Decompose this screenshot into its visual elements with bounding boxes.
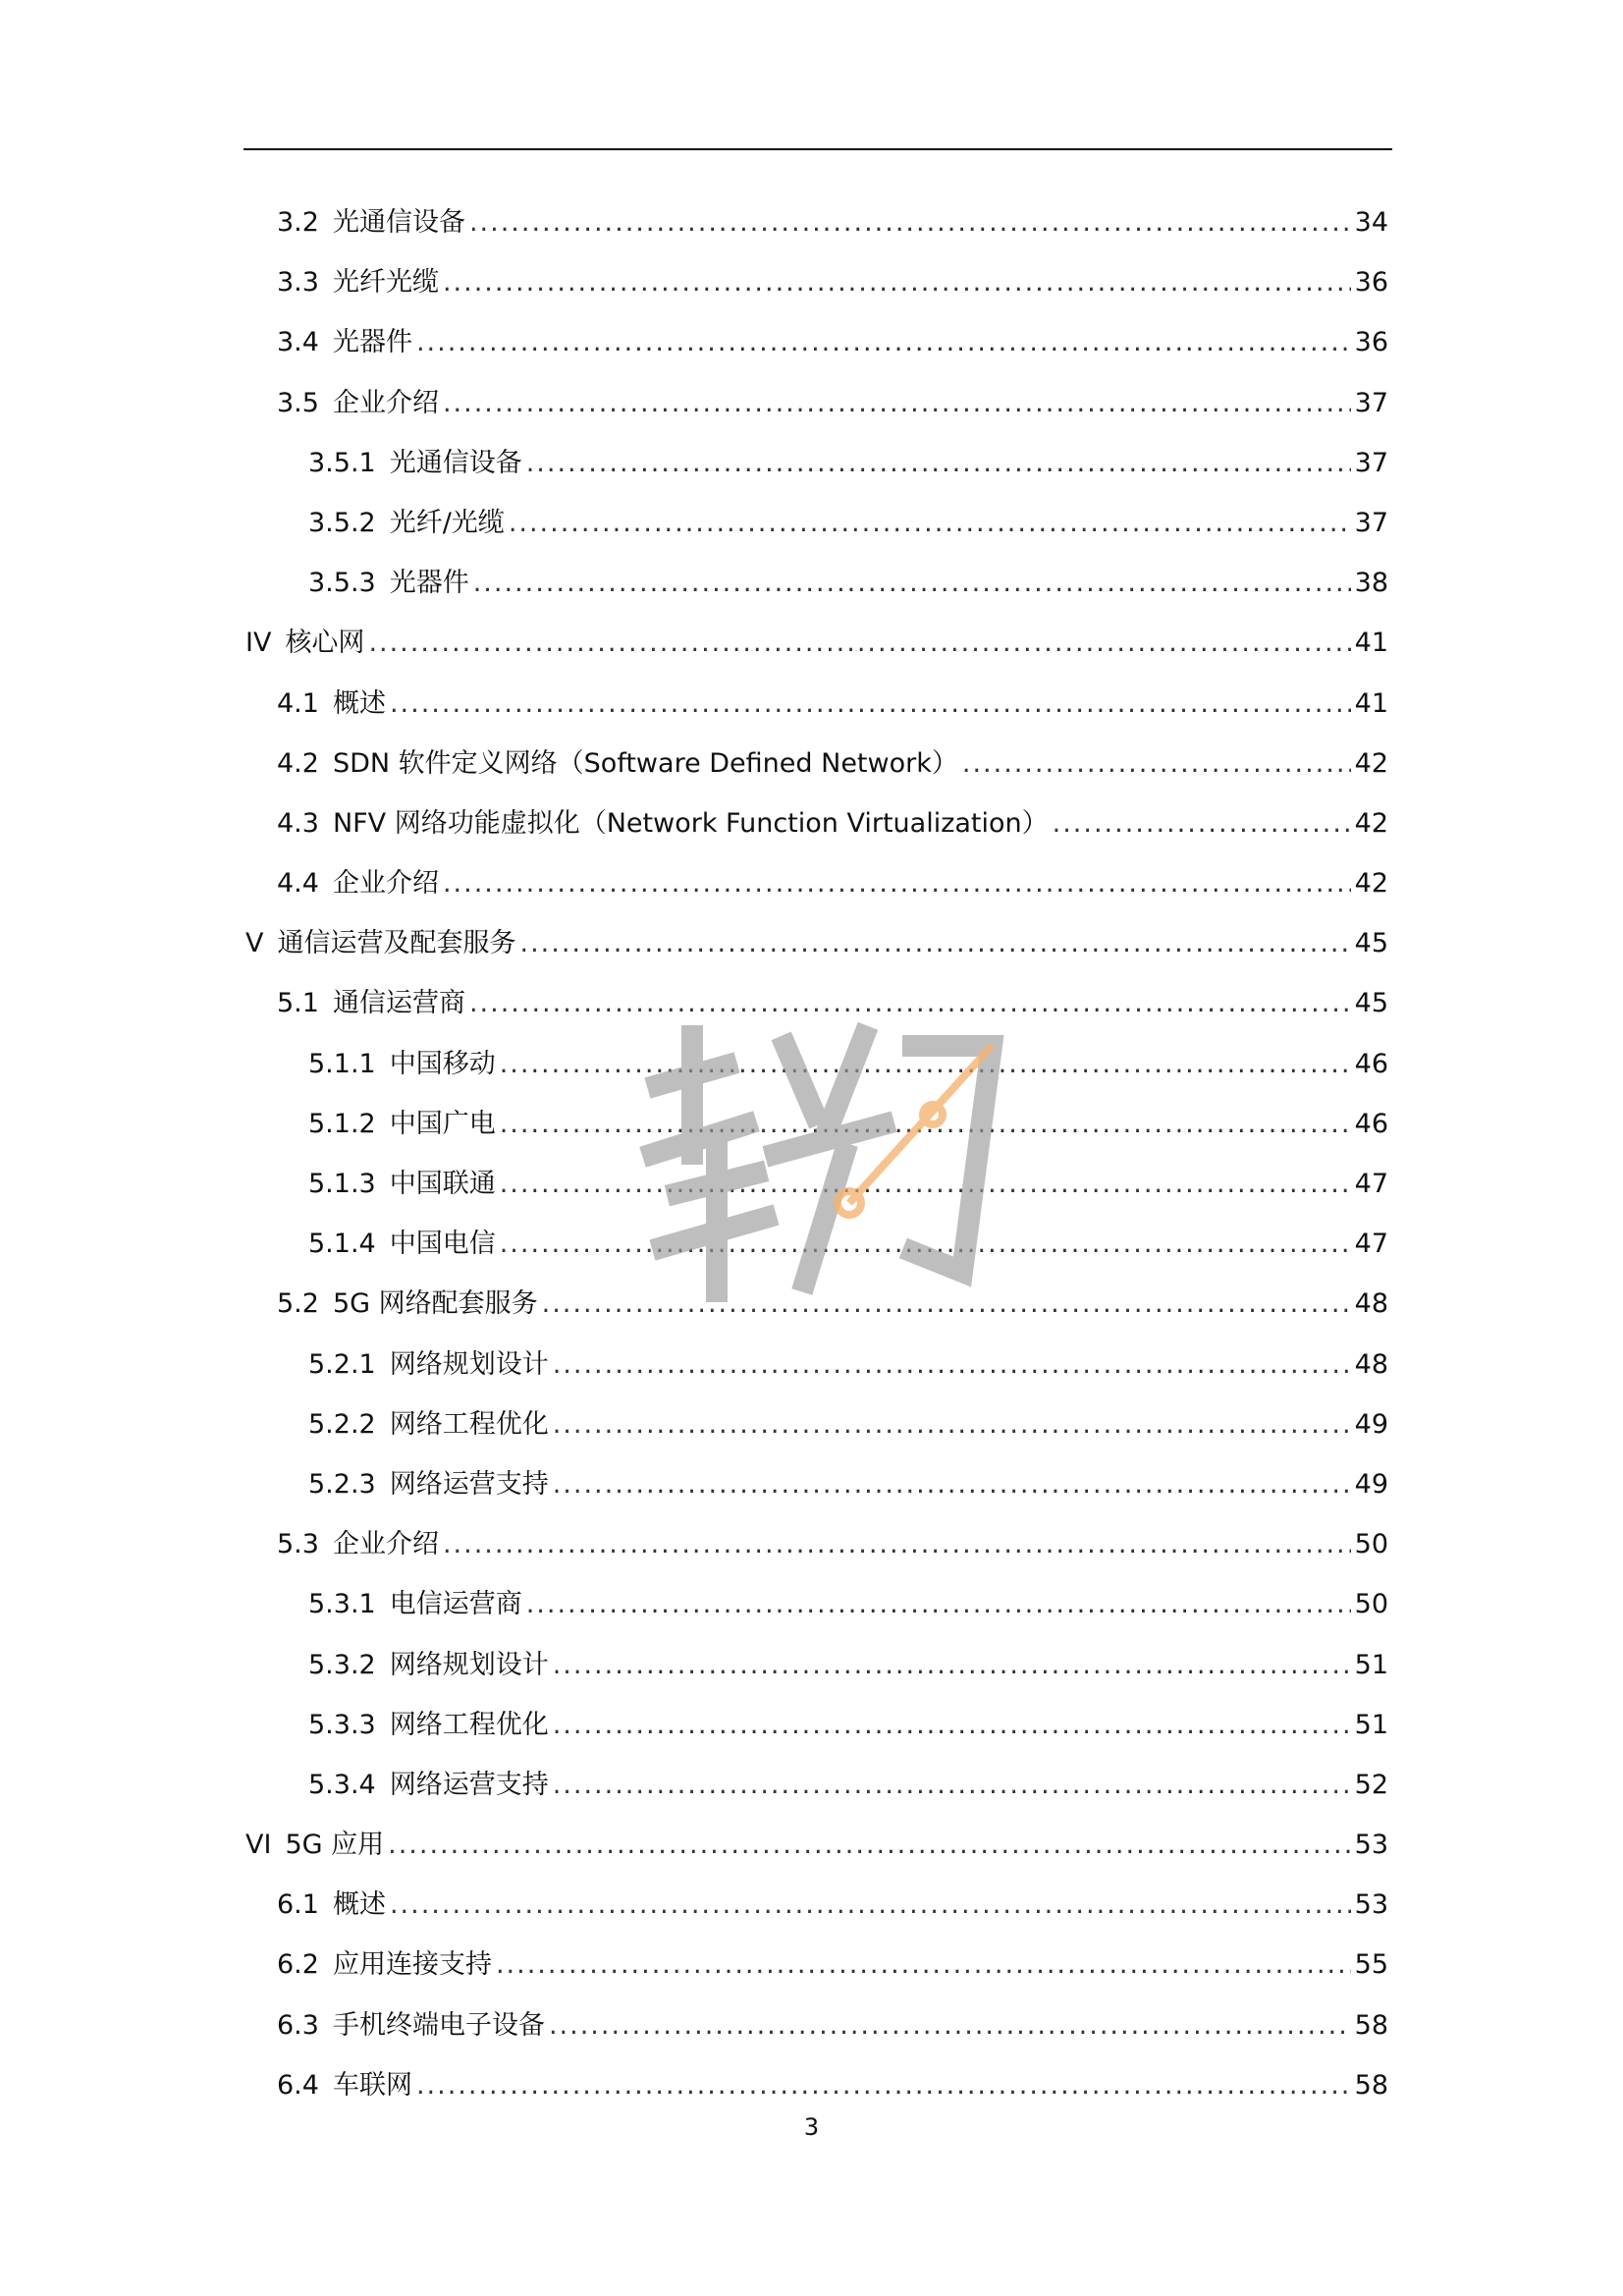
toc-entry-number: 4.2 xyxy=(277,747,319,779)
toc-dot-leader xyxy=(469,973,1351,1033)
toc-entry-number: 3.5.3 xyxy=(308,568,376,599)
toc-dot-leader xyxy=(549,1995,1351,2055)
toc-entry-page: 51 xyxy=(1354,1649,1388,1680)
toc-entry-number: 6.3 xyxy=(277,2009,319,2041)
toc-entry[interactable] xyxy=(243,1995,1388,2055)
toc-entry[interactable] xyxy=(243,373,1388,433)
toc-entry[interactable] xyxy=(243,734,1388,793)
toc-entry-number: 3.2 xyxy=(277,207,319,238)
toc-entry-page: 42 xyxy=(1354,868,1388,900)
toc-entry-title: 光器件 xyxy=(332,327,412,358)
toc-entry-page: 55 xyxy=(1354,1949,1388,1981)
toc-entry-number: 4.4 xyxy=(277,868,319,900)
toc-dot-leader xyxy=(390,1875,1351,1935)
toc-entry-number: 5.1.1 xyxy=(308,1048,376,1079)
toc-entry-number: VI xyxy=(245,1830,272,1861)
toc-entry-number: 5.3.2 xyxy=(308,1649,376,1680)
toc-entry-title: 概述 xyxy=(332,687,386,719)
toc-entry[interactable] xyxy=(243,1034,1388,1094)
toc-entry[interactable] xyxy=(243,252,1388,312)
toc-dot-leader xyxy=(443,252,1351,312)
toc-entry[interactable] xyxy=(243,1154,1388,1214)
toc-entry[interactable] xyxy=(243,1394,1388,1454)
toc-entry-number: 5.1.3 xyxy=(308,1169,376,1199)
toc-entry[interactable] xyxy=(243,493,1388,553)
toc-entry-title: 光通信设备 xyxy=(389,447,522,478)
toc-entry[interactable] xyxy=(243,793,1388,853)
toc-dot-leader xyxy=(500,1034,1351,1094)
toc-entry[interactable] xyxy=(243,1755,1388,1815)
toc-dot-leader xyxy=(526,433,1351,493)
toc-entry-title: 网络规划设计 xyxy=(389,1348,549,1380)
toc-entry-title: 企业介绍 xyxy=(332,387,439,418)
toc-entry[interactable] xyxy=(243,613,1388,673)
toc-entry-page: 37 xyxy=(1354,387,1388,418)
toc-entry-page: 42 xyxy=(1354,747,1388,779)
toc-entry-title: 光纤/光缆 xyxy=(389,507,505,538)
toc-entry-title: 核心网 xyxy=(285,628,365,659)
toc-dot-leader xyxy=(443,1514,1351,1574)
toc-dot-leader xyxy=(519,913,1350,973)
toc-dot-leader xyxy=(469,192,1351,252)
toc-entry-title: 通信运营及配套服务 xyxy=(277,928,516,959)
toc-entry[interactable] xyxy=(243,1454,1388,1514)
toc-entry-title: 企业介绍 xyxy=(332,868,439,900)
toc-dot-leader xyxy=(416,312,1351,372)
toc-entry-page: 51 xyxy=(1354,1709,1388,1740)
toc-entry-title: 网络工程优化 xyxy=(389,1709,549,1740)
toc-entry-number: 5.3.3 xyxy=(308,1709,376,1740)
toc-entry-title: 概述 xyxy=(332,1889,386,1921)
toc-entry-page: 34 xyxy=(1354,207,1388,238)
toc-entry-number: 3.5.2 xyxy=(308,507,376,538)
toc-entry-title: 5G 网络配套服务 xyxy=(332,1288,538,1320)
toc-entry-page: 53 xyxy=(1354,1889,1388,1921)
toc-entry-number: 3.5.1 xyxy=(308,447,376,478)
toc-entry-title: 通信运营商 xyxy=(332,988,465,1019)
toc-entry-page: 49 xyxy=(1354,1408,1388,1440)
toc-entry-number: 4.1 xyxy=(277,687,319,719)
toc-entry-title: 光器件 xyxy=(389,568,469,599)
toc-entry-page: 53 xyxy=(1354,1830,1388,1861)
toc-entry-title: 中国移动 xyxy=(389,1048,496,1079)
toc-dot-leader xyxy=(962,734,1351,793)
toc-entry-page: 37 xyxy=(1354,507,1388,538)
toc-entry-title: 网络工程优化 xyxy=(389,1408,549,1440)
toc-entry-title: 中国电信 xyxy=(389,1229,496,1260)
toc-dot-leader xyxy=(500,1094,1351,1154)
toc-dot-leader xyxy=(496,1935,1351,1995)
toc-entry[interactable] xyxy=(243,1815,1388,1875)
toc-entry[interactable] xyxy=(243,973,1388,1033)
toc-entry[interactable] xyxy=(243,433,1388,493)
toc-entry-title: 中国广电 xyxy=(389,1108,496,1139)
toc-entry-number: 4.3 xyxy=(277,807,319,839)
toc-entry-page: 50 xyxy=(1354,1529,1388,1560)
toc-entry[interactable] xyxy=(243,1514,1388,1574)
toc-entry-title: SDN 软件定义网络（Software Defined Network） xyxy=(332,747,958,779)
toc-entry-title: 网络运营支持 xyxy=(389,1769,549,1800)
toc-entry-page: 49 xyxy=(1354,1468,1388,1500)
toc-entry-number: 5.1 xyxy=(277,988,319,1019)
toc-entry-title: 中国联通 xyxy=(389,1169,496,1199)
toc-entry-number: 5.2.1 xyxy=(308,1348,376,1380)
toc-entry[interactable] xyxy=(243,1574,1388,1634)
toc-entry-number: 6.4 xyxy=(277,2069,319,2101)
toc-entry-page: 50 xyxy=(1354,1589,1388,1620)
toc-entry-number: 5.2.3 xyxy=(308,1468,376,1500)
toc-entry-page: 47 xyxy=(1354,1169,1388,1199)
toc-entry[interactable] xyxy=(243,853,1388,913)
toc-entry-title: 电信运营商 xyxy=(389,1589,522,1620)
toc-dot-leader xyxy=(390,674,1351,734)
toc-entry-page: 41 xyxy=(1354,628,1388,659)
toc-entry-title: 企业介绍 xyxy=(332,1529,439,1560)
toc-entry[interactable] xyxy=(243,1335,1388,1394)
toc-entry-number: 5.1.4 xyxy=(308,1229,376,1260)
toc-entry[interactable] xyxy=(243,1274,1388,1334)
toc-entry[interactable] xyxy=(243,312,1388,372)
toc-entry-page: 41 xyxy=(1354,687,1388,719)
toc-entry[interactable] xyxy=(243,1935,1388,1995)
toc-entry-page: 47 xyxy=(1354,1229,1388,1260)
toc-dot-leader xyxy=(500,1154,1351,1214)
toc-entry[interactable] xyxy=(243,192,1388,252)
toc-entry[interactable] xyxy=(243,553,1388,613)
toc-dot-leader xyxy=(443,853,1351,913)
toc-entry-page: 48 xyxy=(1354,1348,1388,1380)
toc-entry-title: 光纤光缆 xyxy=(332,267,439,299)
toc-entry-page: 45 xyxy=(1354,988,1388,1019)
toc-entry-number: 5.3.4 xyxy=(308,1769,376,1800)
toc-dot-leader xyxy=(473,553,1351,613)
toc-entry-page: 52 xyxy=(1354,1769,1388,1800)
toc-entry-number: 3.4 xyxy=(277,327,319,358)
header-rule xyxy=(243,148,1392,150)
toc-dot-leader xyxy=(388,1815,1351,1875)
toc-dot-leader xyxy=(500,1214,1351,1274)
toc-entry-page: 46 xyxy=(1354,1108,1388,1139)
toc-entry[interactable] xyxy=(243,913,1388,973)
toc-entry-number: 5.1.2 xyxy=(308,1108,376,1139)
toc-entry-page: 48 xyxy=(1354,1288,1388,1320)
toc-entry-page: 38 xyxy=(1354,568,1388,599)
toc-dot-leader xyxy=(416,2055,1351,2115)
toc-dot-leader xyxy=(553,1635,1351,1695)
toc-entry[interactable] xyxy=(243,1635,1388,1695)
toc-entry-page: 58 xyxy=(1354,2069,1388,2101)
toc-entry-title: 手机终端电子设备 xyxy=(332,2009,545,2041)
toc-entry-title: 网络运营支持 xyxy=(389,1468,549,1500)
toc-dot-leader xyxy=(542,1274,1351,1334)
toc-dot-leader xyxy=(553,1755,1351,1815)
toc-entry-number: 3.5 xyxy=(277,387,319,418)
toc-dot-leader xyxy=(553,1394,1351,1454)
toc-entry[interactable] xyxy=(243,1214,1388,1274)
toc-entry[interactable] xyxy=(243,1094,1388,1154)
toc-entry-page: 42 xyxy=(1354,807,1388,839)
toc-dot-leader xyxy=(553,1695,1351,1755)
toc-entry-number: 5.3.1 xyxy=(308,1589,376,1620)
toc-dot-leader xyxy=(553,1454,1351,1514)
toc-entry-title: 网络规划设计 xyxy=(389,1649,549,1680)
toc-dot-leader xyxy=(368,613,1350,673)
toc-entry[interactable] xyxy=(243,674,1388,734)
toc-dot-leader xyxy=(526,1574,1351,1634)
toc-entry-page: 37 xyxy=(1354,447,1388,478)
toc-entry-number: 5.2 xyxy=(277,1288,319,1320)
toc-dot-leader xyxy=(443,373,1351,433)
toc-dot-leader xyxy=(553,1335,1351,1394)
toc-entry-title: 光通信设备 xyxy=(332,207,465,238)
toc-entry-number: V xyxy=(245,928,264,959)
table-of-contents xyxy=(243,192,1388,2115)
toc-entry-number: 6.1 xyxy=(277,1889,319,1921)
page-number: 3 xyxy=(803,2113,820,2141)
toc-entry-page: 45 xyxy=(1354,928,1388,959)
toc-entry[interactable] xyxy=(243,1695,1388,1755)
toc-entry-page: 58 xyxy=(1354,2009,1388,2041)
toc-dot-leader xyxy=(509,493,1351,553)
toc-entry-page: 36 xyxy=(1354,327,1388,358)
toc-entry-title: 应用连接支持 xyxy=(332,1949,492,1981)
toc-entry-number: 5.3 xyxy=(277,1529,319,1560)
toc-dot-leader xyxy=(1053,793,1351,853)
toc-entry-number: 5.2.2 xyxy=(308,1408,376,1440)
toc-entry-page: 36 xyxy=(1354,267,1388,299)
toc-entry-page: 46 xyxy=(1354,1048,1388,1079)
toc-entry[interactable] xyxy=(243,2055,1388,2115)
toc-entry-number: 6.2 xyxy=(277,1949,319,1981)
toc-entry-number: 3.3 xyxy=(277,267,319,299)
toc-entry-number: IV xyxy=(245,628,272,659)
toc-entry-title: NFV 网络功能虚拟化（Network Function Virtualization） xyxy=(332,807,1049,839)
toc-entry-title: 5G 应用 xyxy=(285,1830,385,1861)
toc-entry-title: 车联网 xyxy=(332,2069,412,2101)
toc-entry[interactable] xyxy=(243,1875,1388,1935)
